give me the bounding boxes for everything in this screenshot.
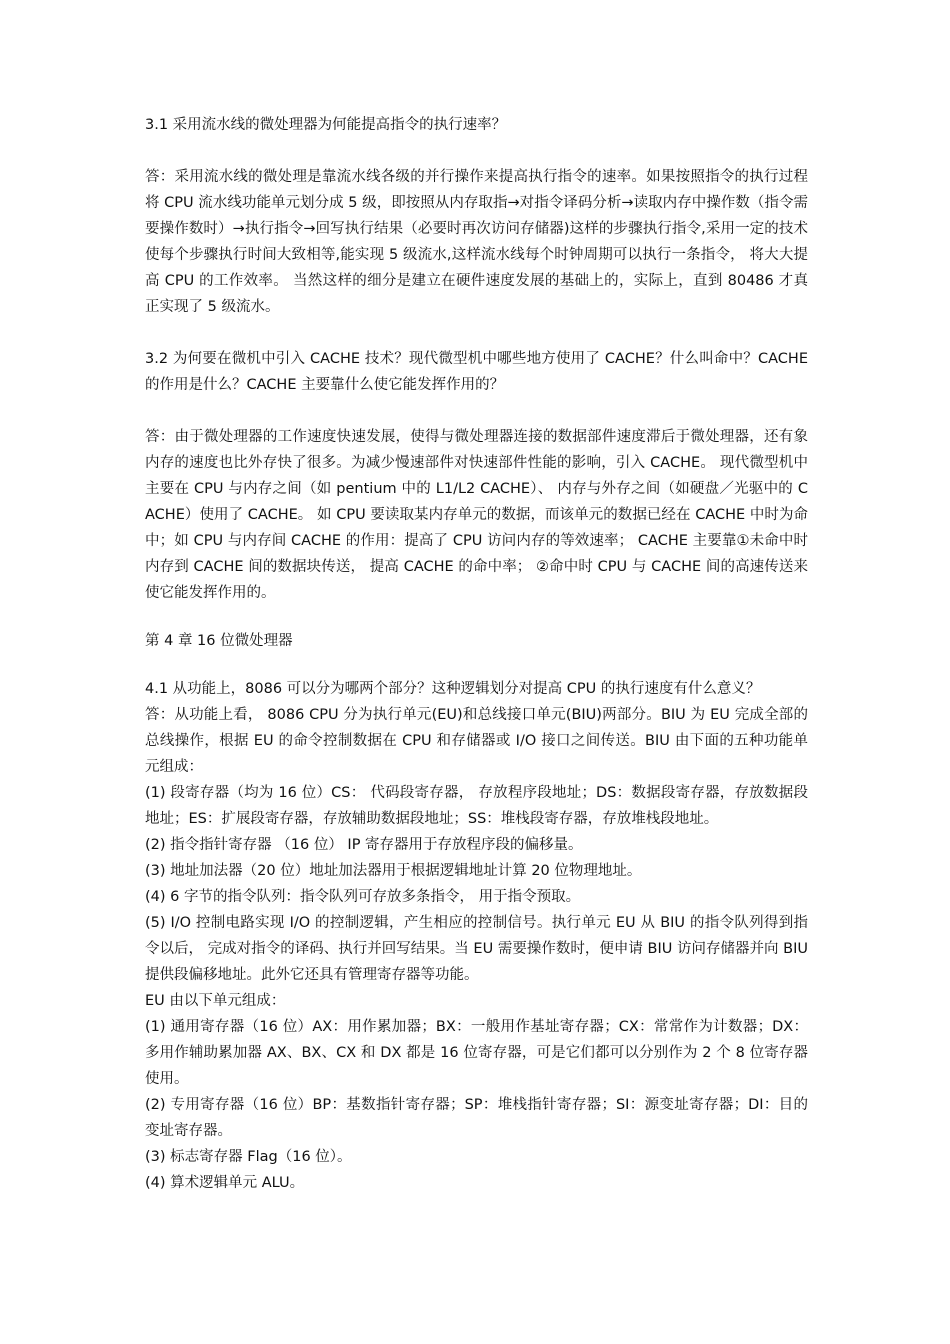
biu-item: (2) 指令指针寄存器 （16 位） IP 寄存器用于存放程序段的偏移量。 [145,837,583,853]
eu-item: (2) 专用寄存器（16 位）BP：基数指针寄存器；SP：堆栈指针寄存器；SI：源变址寄存器；DI：目的变址寄存器。 [145,1097,808,1139]
eu-item: (3) 标志寄存器 Flag（16 位）。 [145,1149,352,1165]
eu-item: (4) 算术逻辑单元 ALU。 [145,1175,305,1191]
biu-item: (3) 地址加法器（20 位）地址加法器用于根据逻辑地址计算 20 位物理地址。 [145,863,642,879]
document-page [145,112,808,1196]
question-3-2: 3.2 为何要在微机中引入 CACHE 技术？现代微型机中哪些地方使用了 CACHE？什么叫命中？CACHE 的作用是什么？CACHE 主要靠什么使它能发挥作用的？ [145,351,808,393]
eu-intro: EU 由以下单元组成： [145,993,286,1009]
chapter-heading: 第 4 章 16 位微处理器 [145,633,293,649]
question-3-1: 3.1 采用流水线的微处理器为何能提高指令的执行速率？ [145,117,507,133]
biu-item: (1) 段寄存器（均为 16 位）CS： 代码段寄存器， 存放程序段地址；DS：数据段寄存器，存放数据段地址；ES：扩展段寄存器，存放辅助数据段地址；SS：堆栈段寄存器，存放堆栈段地址。 [145,785,808,827]
answer-3-1: 答：采用流水线的微处理是靠流水线各级的并行操作来提高执行指令的速率。如果按照指令的执行过程将 CPU 流水线功能单元划分成 5 级，即按照从内存取指→对指令译码分析→读取内存中操作数（指令需要操作数时）→执行指令→回写执行结果（必要时再次访问存储器)这样的步骤执行指令,采用一定的技术使每个步骤执行时间大致相等,能实现 5 级流水,这样流水线每个时钟周期可以执行一条指令， 将大大提高 CPU 的工作效率。 当然这样的细分是建立在硬件速度发展的基础上的，实际上，直到 80486 才真正实现了 5 级流水。 [145,169,808,315]
answer-4-1-intro: 答：从功能上看， 8086 CPU 分为执行单元(EU)和总线接口单元(BIU)两部分。BIU 为 EU 完成全部的总线操作，根据 EU 的命令控制数据在 CPU 和存储器或 I/O 接口之间传送。BIU 由下面的五种功能单元组成： [145,707,808,775]
question-4-1: 4.1 从功能上，8086 可以分为哪两个部分？这种逻辑划分对提高 CPU 的执行速度有什么意义？ [145,681,761,697]
eu-item: (1) 通用寄存器（16 位）AX：用作累加器；BX：一般用作基址寄存器；CX：常常作为计数器；DX： 多用作辅助累加器 AX、BX、CX 和 DX 都是 16 位寄存器，可是它们都可以分别作为 2 个 8 位寄存器使用。 [145,1019,808,1087]
biu-item: (4) 6 字节的指令队列：指令队列可存放多条指令， 用于指令预取。 [145,889,581,905]
biu-item: (5) I/O 控制电路实现 I/O 的控制逻辑，产生相应的控制信号。执行单元 EU 从 BIU 的指令队列得到指令以后， 完成对指令的译码、执行并回写结果。当 EU 需要操作数时，便申请 BIU 访问存储器并向 BIU 提供段偏移地址。此外它还具有管理寄存器等功能。 [145,915,808,983]
answer-3-2: 答：由于微处理器的工作速度快速发展，使得与微处理器连接的数据部件速度滞后于微处理器，还有象内存的速度也比外存快了很多。为减少慢速部件对快速部件性能的影响，引入 CACHE。 现代微型机中主要在 CPU 与内存之间（如 pentium 中的 L1/L2 CACHE）、 内存与外存之间（如硬盘／光驱中的 CACHE）使用了 CACHE。 如 CPU 要读取某内存单元的数据，而该单元的数据已经在 CACHE 中时为命中；如 CPU 与内存间 CACHE 的作用：提高了 CPU 访问内存的等效速率； CACHE 主要靠①未命中时内存到 CACHE 间的数据块传送， 提高 CACHE 的命中率； ②命中时 CPU 与 CACHE 间的高速传送来使它能发挥作用的。 [145,429,808,601]
